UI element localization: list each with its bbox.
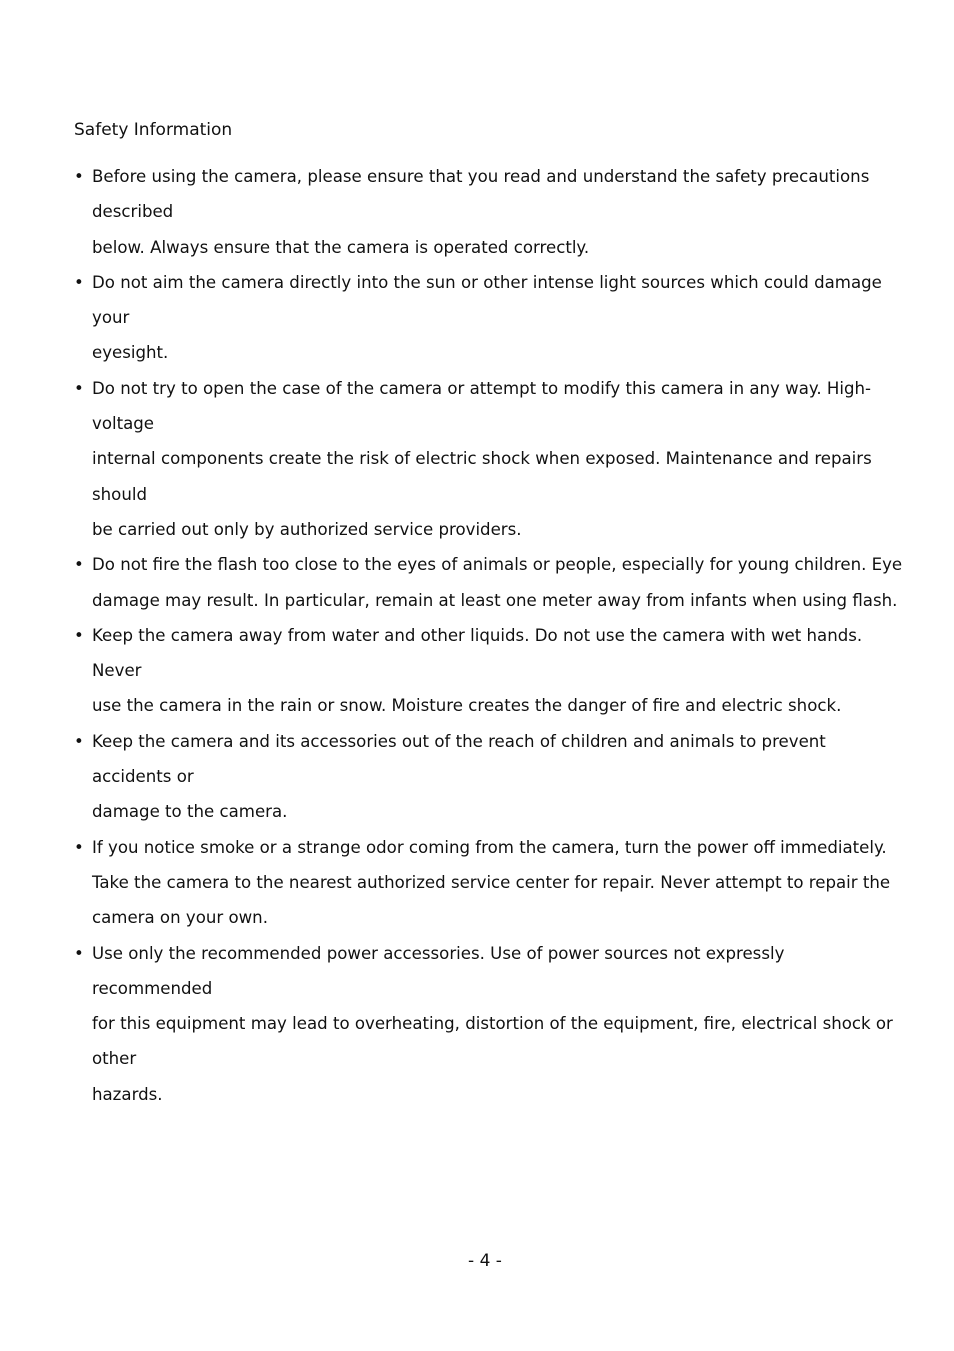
list-item-text: Do not try to open the case of the camera or attempt to modify this camera in any way. High-voltage internal components create the risk of electric shock when exposed. Maintenance and repairs should be carried out only by authorized service providers. <box>92 378 872 539</box>
bullet-icon: • <box>74 625 84 645</box>
list-item <box>74 265 909 371</box>
list-item <box>74 936 909 1112</box>
page-number: - 4 - <box>468 1251 502 1271</box>
bullet-icon: • <box>74 378 84 398</box>
bullet-icon: • <box>74 272 84 292</box>
bullet-icon: • <box>74 167 84 186</box>
list-item <box>74 547 909 618</box>
list-item <box>74 159 909 265</box>
bullet-icon: • <box>74 731 84 751</box>
list-item-text: Before using the camera, please ensure that you read and understand the safety precautions described below. Always ensure that the camera is operated correctly. <box>92 167 870 257</box>
list-item <box>74 724 909 830</box>
list-item-text: Do not fire the flash too close to the eyes of animals or people, especially for young children. Eye damage may result. In particular, remain at least one meter away from infants when using flash. <box>92 555 903 610</box>
list-item <box>74 371 909 547</box>
list-item <box>74 830 909 936</box>
list-item-text: Keep the camera and its accessories out of the reach of children and animals to prevent accidents or damage to the camera. <box>92 731 826 822</box>
bullet-icon: • <box>74 943 84 963</box>
list-item-text: If you notice smoke or a strange odor coming from the camera, turn the power off immediately. Take the camera to the nearest authorized service center for repair. Never attempt to repair the camera on your own. <box>92 837 891 928</box>
list-item-text: Do not aim the camera directly into the sun or other intense light sources which could damage your eyesight. <box>92 272 882 363</box>
list-item <box>74 618 909 724</box>
bullet-icon: • <box>74 837 84 857</box>
bullet-icon: • <box>74 555 84 575</box>
list-item-text: Use only the recommended power accessories. Use of power sources not expressly recommended for this equipment may lead to overheating, distortion of the equipment, fire, electrical shock or other hazards. <box>92 943 893 1104</box>
section-heading: Safety Information <box>74 120 233 140</box>
list-item-text: Keep the camera away from water and other liquids. Do not use the camera with wet hands. Never use the camera in the rain or snow. Moisture creates the danger of fire and electric shock. <box>92 625 863 716</box>
safety-bullet-list <box>74 159 909 1112</box>
